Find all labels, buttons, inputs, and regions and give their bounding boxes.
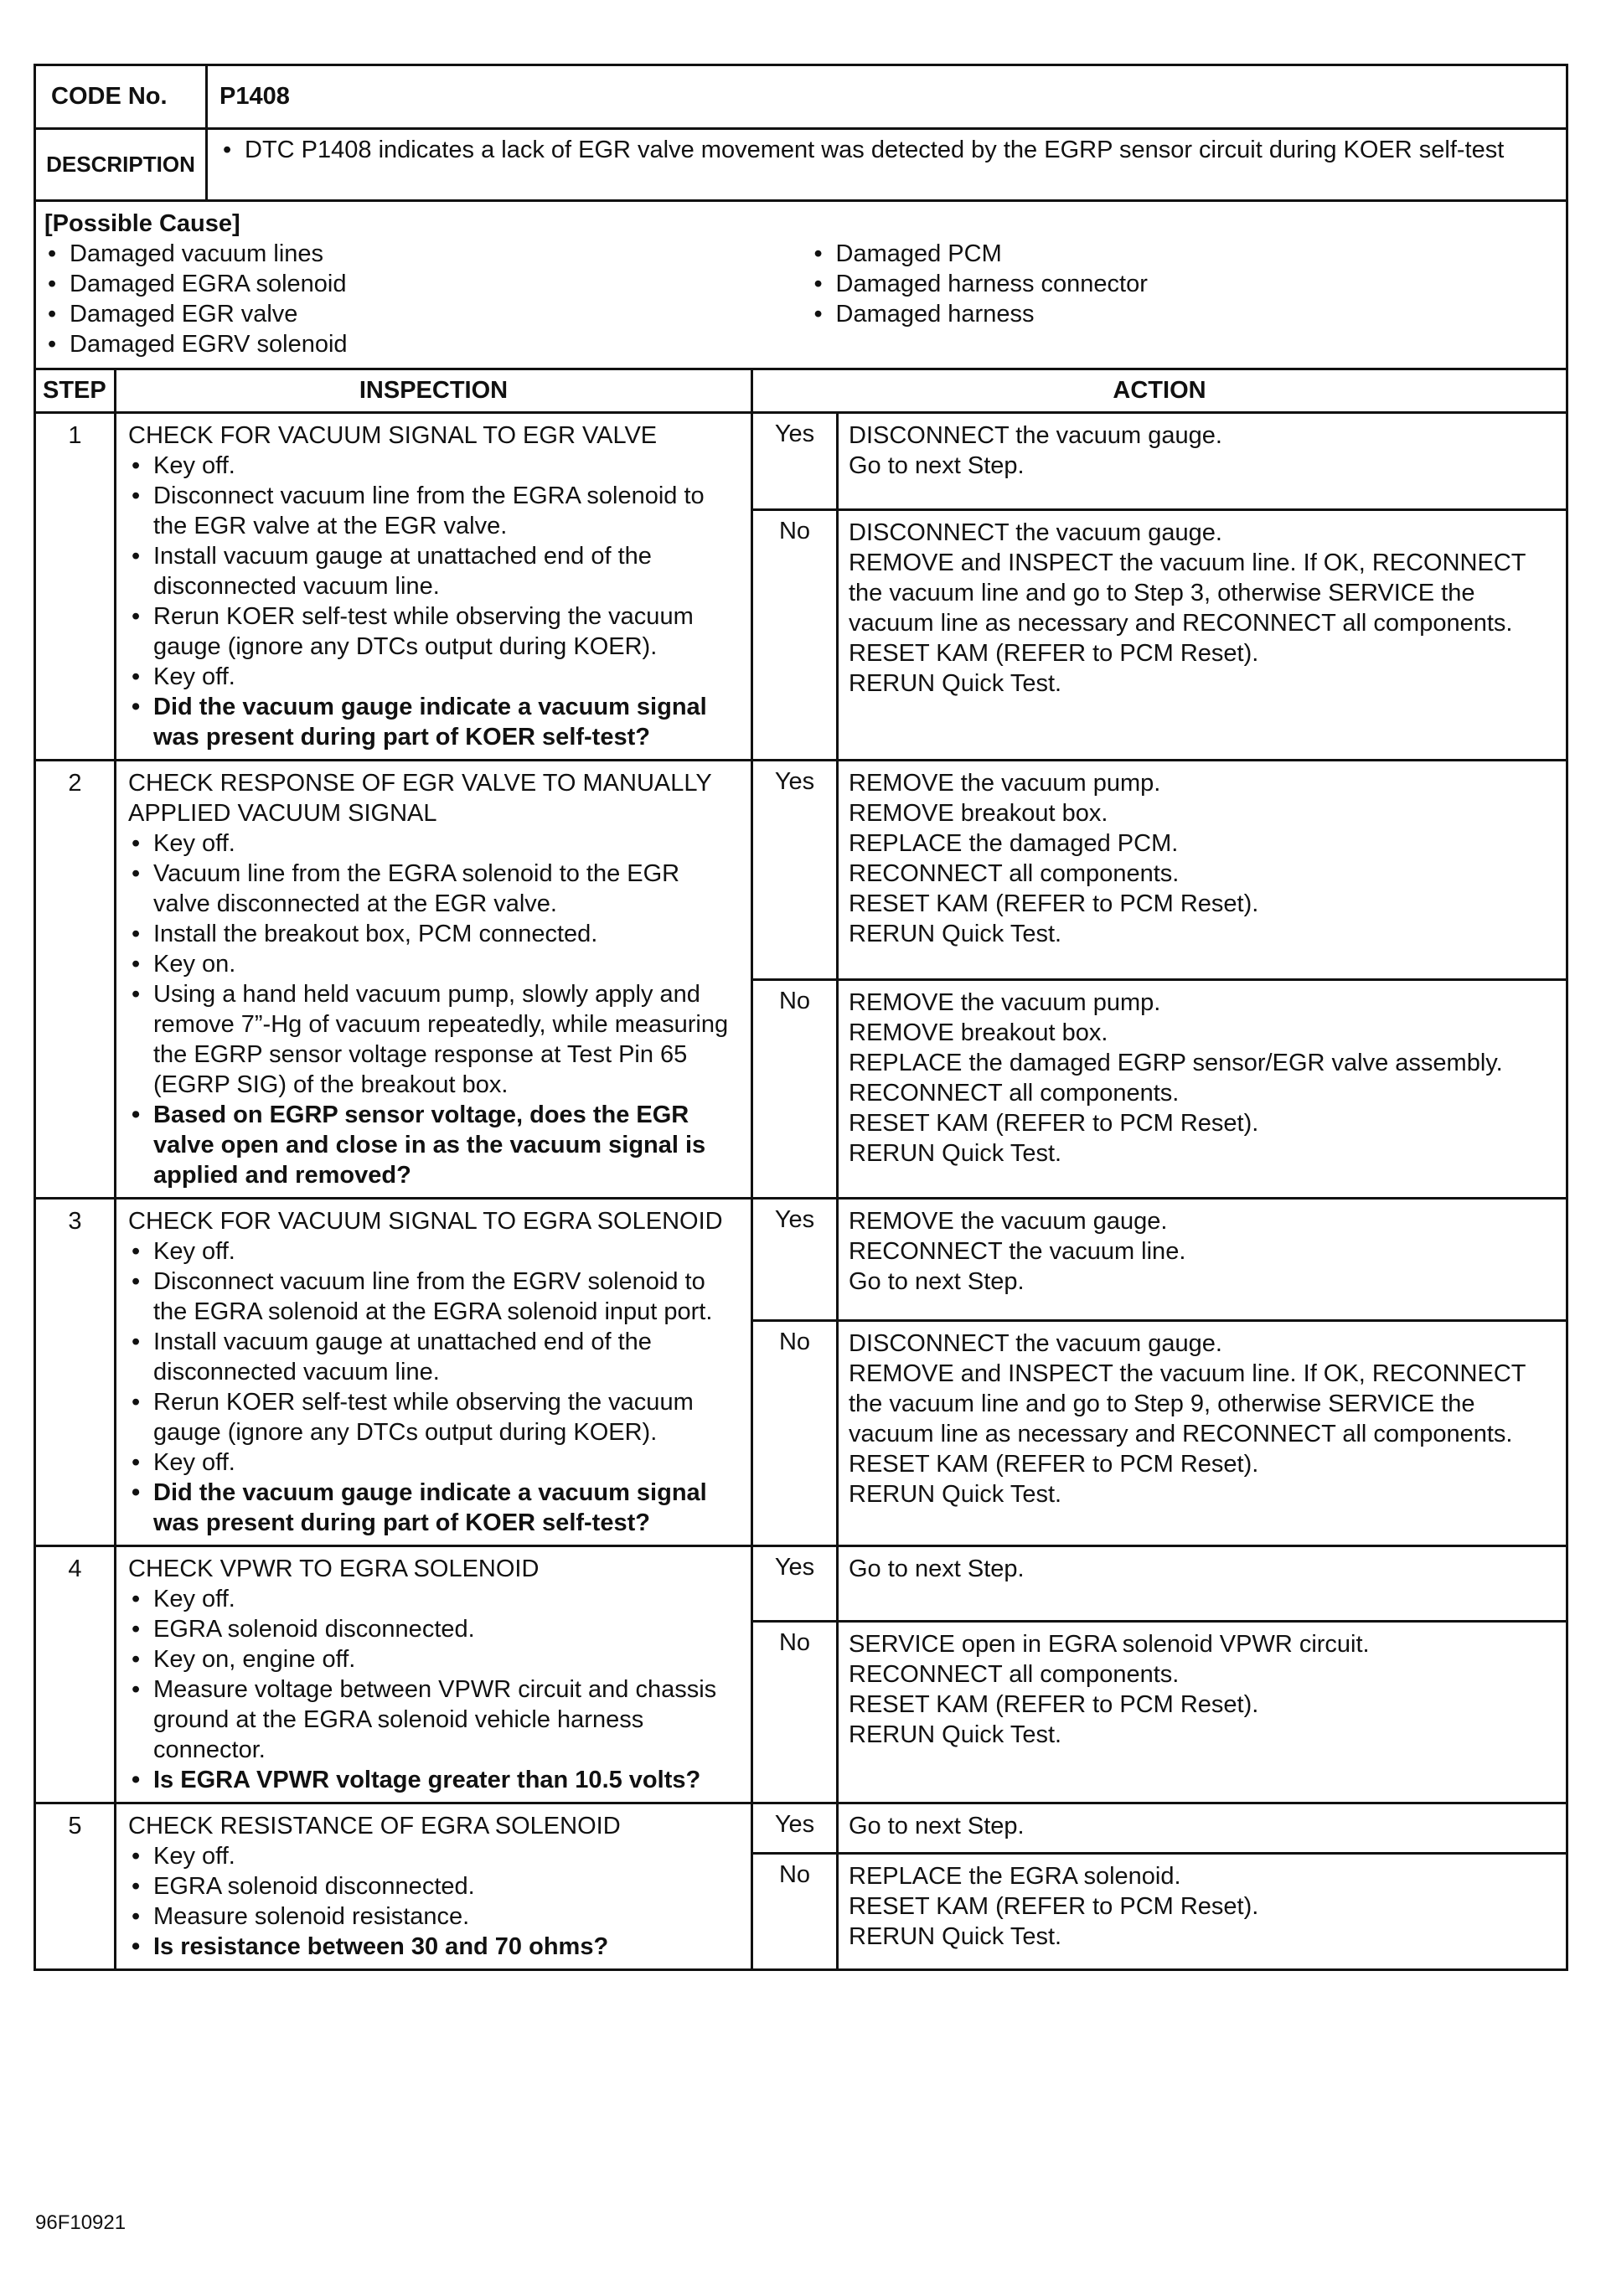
no-action	[838, 509, 1567, 760]
column-header-action: ACTION	[752, 369, 1567, 413]
step-item: • Key off.	[128, 1447, 742, 1478]
action-line: RESET KAM (REFER to PCM Reset).	[849, 1691, 1259, 1719]
action-line: REPLACE the damaged PCM.	[849, 830, 1179, 857]
action-line: RERUN Quick Test.	[849, 921, 1062, 947]
action-line: RESET KAM (REFER to PCM Reset).	[849, 1893, 1259, 1921]
action-line: RESET KAM (REFER to PCM Reset).	[849, 639, 1259, 667]
possible-cause-item: • Damaged EGRV solenoid	[44, 329, 792, 359]
figure-code: 96F10921	[35, 2211, 127, 2234]
code-label: CODE No.	[35, 65, 207, 129]
description-label: DESCRIPTION	[35, 129, 207, 201]
step-item: • Disconnect vacuum line from the EGRV solenoid to the EGRA solenoid at the EGRA solenoid input port.	[128, 1267, 742, 1327]
action-line: RESET KAM (REFER to PCM Reset).	[849, 890, 1259, 917]
possible-cause-item: • Damaged EGRA solenoid	[44, 269, 792, 299]
yes-label: Yes	[752, 1803, 838, 1854]
step-row	[35, 1803, 1567, 1854]
step-items	[128, 451, 742, 752]
step-number: 4	[35, 1546, 116, 1803]
action-line: DISCONNECT the vacuum gauge.	[849, 1329, 1222, 1357]
step-row	[35, 413, 1567, 510]
step-item: • EGRA solenoid disconnected.	[128, 1871, 742, 1901]
step-row	[35, 1199, 1567, 1321]
possible-cause-list-left	[44, 239, 792, 359]
step-inspection	[116, 1546, 752, 1803]
step-item: • Disconnect vacuum line from the EGRA solenoid to the EGR valve at the EGR valve.	[128, 481, 742, 541]
step-item: • Key off.	[128, 662, 742, 692]
action-line: RECONNECT all components.	[849, 1079, 1180, 1107]
possible-cause-item: • Damaged vacuum lines	[44, 239, 792, 269]
steps-table	[34, 368, 1568, 1971]
action-line: Go to next Step.	[849, 1556, 1025, 1582]
action-line: REMOVE breakout box.	[849, 1019, 1108, 1046]
step-item: • Measure voltage between VPWR circuit and chassis ground at the EGRA solenoid vehicle harness connector.	[128, 1674, 742, 1765]
action-line: RECONNECT the vacuum line.	[849, 1238, 1186, 1265]
step-item: • Rerun KOER self-test while observing the vacuum gauge (ignore any DTCs output during KOER).	[128, 601, 742, 662]
action-line: SERVICE open in EGRA solenoid VPWR circuit.	[849, 1631, 1370, 1659]
action-line: RESET KAM (REFER to PCM Reset).	[849, 1450, 1259, 1478]
possible-cause-section	[35, 201, 1567, 369]
step-number: 1	[35, 413, 116, 761]
step-item: • Install the breakout box, PCM connected.	[128, 919, 742, 949]
no-label: No	[752, 1320, 838, 1545]
column-header-inspection: INSPECTION	[116, 369, 752, 413]
yes-action	[838, 1803, 1567, 1854]
step-question: • Based on EGRP sensor voltage, does the EGR valve open and close in as the vacuum signal is applied and removed?	[128, 1100, 742, 1190]
diagnostic-sheet	[34, 64, 1568, 1971]
step-item: • Install vacuum gauge at unattached end of the disconnected vacuum line.	[128, 1327, 742, 1387]
action-line: REMOVE and INSPECT the vacuum line. If OK, RECONNECT the vacuum line and go to Step 9, otherwise SERVICE the vacuum line as necessary and RECONNECT all components.	[849, 1360, 1526, 1447]
possible-cause-item: • Damaged PCM	[811, 239, 1558, 269]
no-label: No	[752, 1854, 838, 1970]
step-item: • Vacuum line from the EGRA solenoid to the EGR valve disconnected at the EGR valve.	[128, 859, 742, 919]
possible-cause-item: • Damaged harness connector	[811, 269, 1558, 299]
action-line: RERUN Quick Test.	[849, 1923, 1062, 1951]
step-item: • Rerun KOER self-test while observing the vacuum gauge (ignore any DTCs output during KOER).	[128, 1387, 742, 1447]
action-line: REPLACE the EGRA solenoid.	[849, 1863, 1181, 1891]
possible-cause-list-right	[811, 239, 1558, 329]
step-title: CHECK FOR VACUUM SIGNAL TO EGRA SOLENOID	[128, 1208, 723, 1235]
code-value: P1408	[207, 65, 1567, 129]
step-item: • Key off.	[128, 1236, 742, 1267]
step-row	[35, 761, 1567, 980]
yes-action	[838, 761, 1567, 980]
action-line: RERUN Quick Test.	[849, 1139, 1062, 1167]
step-item: • Key off.	[128, 1841, 742, 1871]
yes-action	[838, 1546, 1567, 1622]
step-item: • Measure solenoid resistance.	[128, 1901, 742, 1932]
no-label: No	[752, 1622, 838, 1803]
action-line: REMOVE the vacuum pump.	[849, 770, 1161, 797]
description-text: • DTC P1408 indicates a lack of EGR valve movement was detected by the EGRP sensor circuit during KOER self-test	[219, 135, 1554, 165]
no-action	[838, 979, 1567, 1199]
no-action	[838, 1854, 1567, 1970]
step-inspection	[116, 1803, 752, 1970]
step-title: CHECK RESISTANCE OF EGRA SOLENOID	[128, 1813, 621, 1839]
yes-label: Yes	[752, 1546, 838, 1622]
step-number: 2	[35, 761, 116, 1199]
yes-label: Yes	[752, 1199, 838, 1321]
step-title: CHECK RESPONSE OF EGR VALVE TO MANUALLY APPLIED VACUUM SIGNAL	[128, 770, 712, 827]
action-line: REMOVE breakout box.	[849, 800, 1108, 827]
possible-cause-title: [Possible Cause]	[44, 210, 240, 237]
action-line: REMOVE and INSPECT the vacuum line. If OK, RECONNECT the vacuum line and go to Step 3, otherwise SERVICE the vacuum line as necessary and RECONNECT all components.	[849, 549, 1526, 637]
action-line: RECONNECT all components.	[849, 860, 1180, 887]
step-inspection	[116, 761, 752, 1199]
action-line: REPLACE the damaged EGRP sensor/EGR valve assembly.	[849, 1049, 1503, 1076]
action-line: Go to next Step.	[849, 1813, 1025, 1839]
action-line: DISCONNECT the vacuum gauge.	[849, 519, 1222, 546]
no-action	[838, 1622, 1567, 1803]
step-row	[35, 1546, 1567, 1622]
step-title: CHECK VPWR TO EGRA SOLENOID	[128, 1556, 540, 1582]
no-action	[838, 1320, 1567, 1545]
step-number: 5	[35, 1803, 116, 1970]
step-items	[128, 1236, 742, 1538]
action-line: RESET KAM (REFER to PCM Reset).	[849, 1109, 1259, 1137]
action-line: RERUN Quick Test.	[849, 669, 1062, 697]
step-inspection	[116, 413, 752, 761]
yes-action	[838, 413, 1567, 510]
action-line: DISCONNECT the vacuum gauge.	[849, 422, 1222, 449]
action-line: Go to next Step.	[849, 452, 1025, 479]
step-question: • Is EGRA VPWR voltage greater than 10.5 volts?	[128, 1765, 742, 1795]
step-item: • Key off.	[128, 451, 742, 481]
yes-label: Yes	[752, 761, 838, 980]
header-table	[34, 64, 1568, 370]
step-item: • Key on.	[128, 949, 742, 979]
step-question: • Did the vacuum gauge indicate a vacuum signal was present during part of KOER self-test?	[128, 1478, 742, 1538]
action-line: RERUN Quick Test.	[849, 1480, 1062, 1508]
step-item: • EGRA solenoid disconnected.	[128, 1614, 742, 1644]
step-item: • Using a hand held vacuum pump, slowly apply and remove 7”-Hg of vacuum repeatedly, while measuring the EGRP sensor voltage response at Test Pin 65 (EGRP SIG) of the breakout box.	[128, 979, 742, 1100]
no-label: No	[752, 509, 838, 760]
step-items	[128, 1584, 742, 1795]
action-line: REMOVE the vacuum pump.	[849, 988, 1161, 1016]
step-items	[128, 1841, 742, 1962]
step-item: • Install vacuum gauge at unattached end of the disconnected vacuum line.	[128, 541, 742, 601]
no-label: No	[752, 979, 838, 1199]
action-line: Go to next Step.	[849, 1268, 1025, 1295]
step-item: • Key on, engine off.	[128, 1644, 742, 1674]
yes-action	[838, 1199, 1567, 1321]
action-line: REMOVE the vacuum gauge.	[849, 1208, 1168, 1235]
yes-label: Yes	[752, 413, 838, 510]
step-item: • Key off.	[128, 1584, 742, 1614]
step-items	[128, 828, 742, 1190]
possible-cause-item: • Damaged harness	[811, 299, 1558, 329]
step-item: • Key off.	[128, 828, 742, 859]
step-question: • Is resistance between 30 and 70 ohms?	[128, 1932, 742, 1962]
column-header-step: STEP	[35, 369, 116, 413]
action-line: RERUN Quick Test.	[849, 1721, 1062, 1749]
step-question: • Did the vacuum gauge indicate a vacuum signal was present during part of KOER self-test?	[128, 692, 742, 752]
column-header-row	[35, 369, 1567, 413]
step-number: 3	[35, 1199, 116, 1546]
description-cell	[207, 129, 1567, 201]
action-line: RECONNECT all components.	[849, 1661, 1180, 1689]
step-title: CHECK FOR VACUUM SIGNAL TO EGR VALVE	[128, 422, 658, 449]
possible-cause-item: • Damaged EGR valve	[44, 299, 792, 329]
step-inspection	[116, 1199, 752, 1546]
